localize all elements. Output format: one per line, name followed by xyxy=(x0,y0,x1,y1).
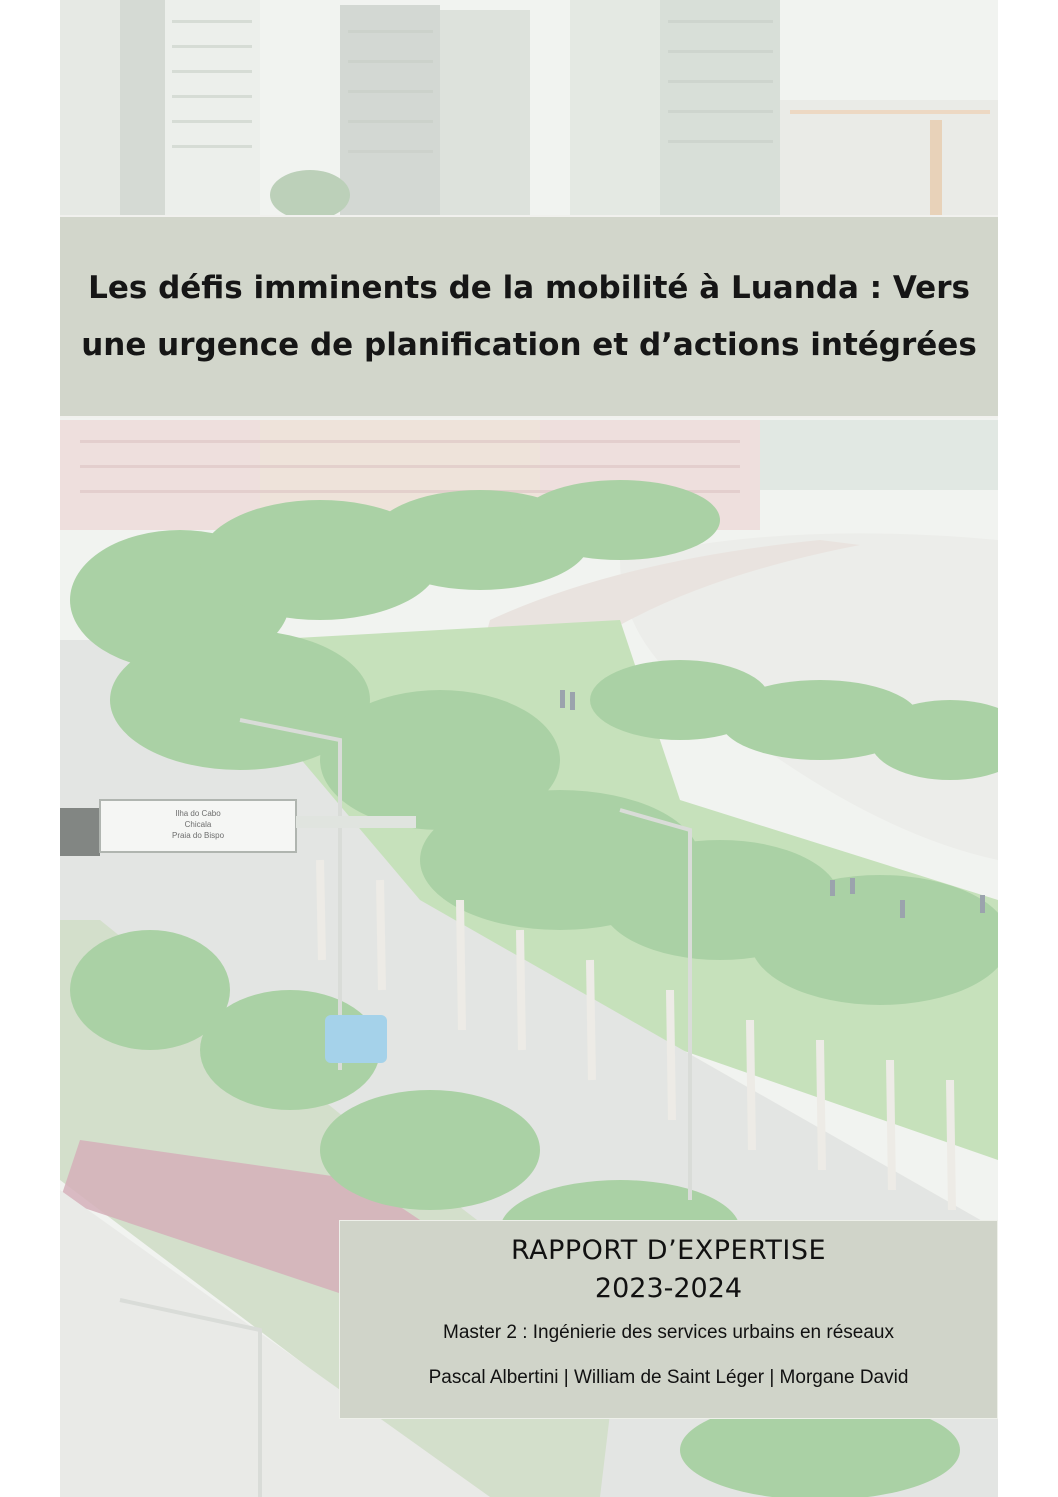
road-sign-line-3: Praia do Bispo xyxy=(171,831,225,840)
program-name: Master 2 : Ingénierie des services urbains en réseaux xyxy=(443,1322,894,1343)
report-title: Les défis imminents de la mobilité à Luanda : Vers une urgence de planification et d’actions intégrées xyxy=(81,269,977,363)
title-panel xyxy=(60,215,998,418)
road-sign-line-1: Ilha do Cabo xyxy=(175,809,221,818)
report-type: RAPPORT D’EXPERTISE xyxy=(510,1235,827,1266)
report-years: 2023-2024 xyxy=(594,1273,743,1304)
report-info-panel xyxy=(339,1220,998,1419)
road-sign-line-2: Chicala xyxy=(184,820,212,829)
authors-line: Pascal Albertini | William de Saint Léger | Morgane David xyxy=(428,1367,909,1388)
